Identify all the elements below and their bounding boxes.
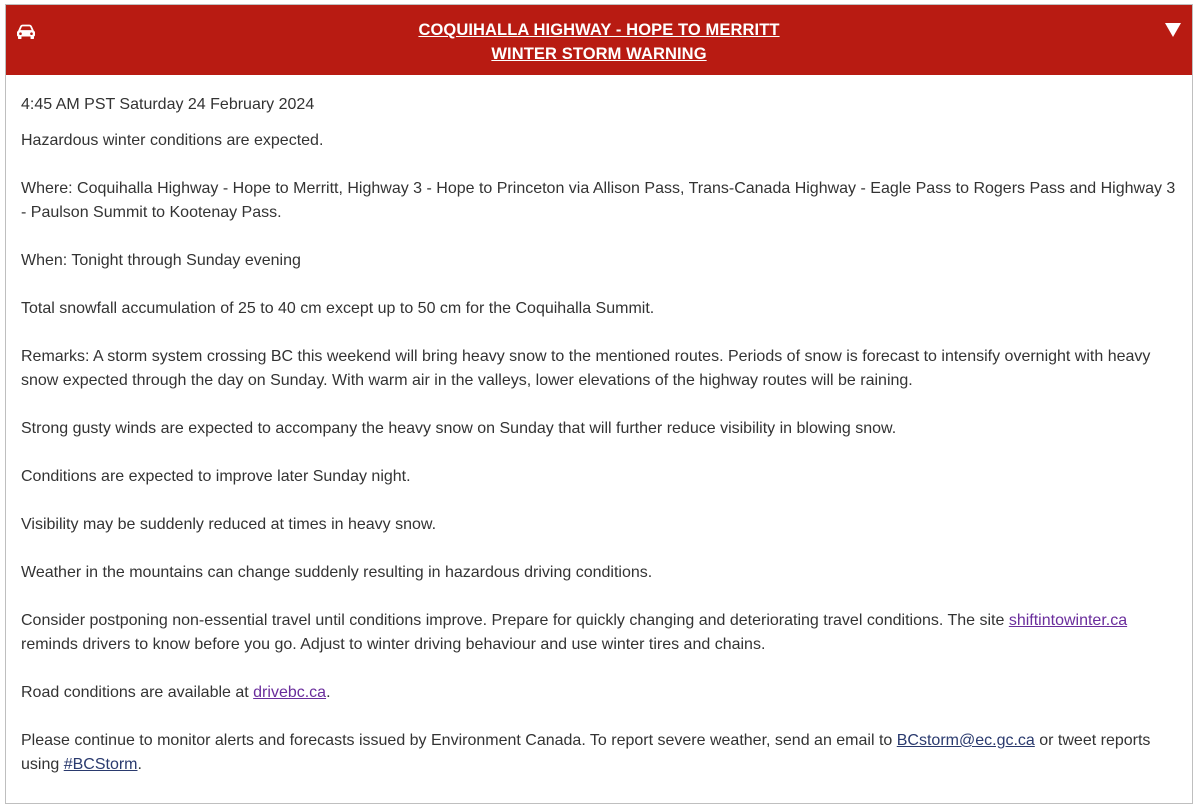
improve-text: Conditions are expected to improve later Sunday night. bbox=[21, 468, 411, 485]
where-text: Where: Coquihalla Highway - Hope to Merritt, Highway 3 - Hope to Princeton via Allison Pass, Trans-Canada Highway - Eagle Pass to Rogers Pass and Highway 3 - Paulson Summit to Kootenay Pass. bbox=[21, 180, 1176, 221]
warning-header[interactable] bbox=[6, 5, 1192, 75]
monitor-text bbox=[21, 729, 1177, 777]
monitor-after: . bbox=[137, 756, 142, 773]
travel-advice-text bbox=[21, 609, 1177, 657]
when-text: When: Tonight through Sunday evening bbox=[21, 252, 301, 269]
issued-timestamp: 4:45 AM PST Saturday 24 February 2024 bbox=[21, 96, 315, 113]
warning-body bbox=[6, 75, 1192, 777]
warning-title-type[interactable]: WINTER STORM WARNING bbox=[491, 45, 707, 63]
drivebc-link[interactable]: drivebc.ca bbox=[253, 684, 327, 701]
monitor-before: Please continue to monitor alerts and forecasts issued by Environment Canada. To report severe weather, send an email to bbox=[21, 732, 897, 749]
summary-text: Hazardous winter conditions are expected. bbox=[21, 132, 324, 149]
monitor-middle: or tweet reports using bbox=[21, 732, 1151, 773]
snowfall-text: Total snowfall accumulation of 25 to 40 cm except up to 50 cm for the Coquihalla Summit. bbox=[21, 300, 655, 317]
email-link[interactable]: BCstorm@ec.gc.ca bbox=[896, 732, 1035, 749]
travel-advice-after: reminds drivers to know before you go. Adjust to winter driving behaviour and use winter tires and chains. bbox=[21, 636, 766, 653]
travel-advice-before: Consider postponing non-essential travel until conditions improve. Prepare for quickly changing and deteriorating travel conditions. The site bbox=[21, 612, 1009, 629]
shiftintowinter-link[interactable]: shiftintowinter.ca bbox=[1008, 612, 1128, 629]
warning-panel bbox=[5, 4, 1193, 804]
hashtag-link[interactable]: #BCStorm bbox=[63, 756, 138, 773]
visibility-text: Visibility may be suddenly reduced at times in heavy snow. bbox=[21, 516, 437, 533]
mountains-text: Weather in the mountains can change suddenly resulting in hazardous driving conditions. bbox=[21, 564, 653, 581]
winds-text: Strong gusty winds are expected to accompany the heavy snow on Sunday that will further reduce visibility in blowing snow. bbox=[21, 420, 897, 437]
road-conditions-before: Road conditions are available at bbox=[21, 684, 254, 701]
remarks-text: Remarks: A storm system crossing BC this weekend will bring heavy snow to the mentioned routes. Periods of snow is forecast to intensify overnight with heavy snow expected through the day on Sunday. With warm air in the valleys, lower elevations of the highway routes will be raining. bbox=[21, 348, 1151, 389]
road-conditions-text bbox=[21, 681, 1177, 705]
triangle-down-icon[interactable] bbox=[1164, 22, 1182, 38]
road-conditions-after: . bbox=[326, 684, 331, 701]
warning-title-location[interactable]: COQUIHALLA HIGHWAY - HOPE TO MERRITT bbox=[418, 21, 780, 39]
car-icon bbox=[15, 24, 37, 40]
